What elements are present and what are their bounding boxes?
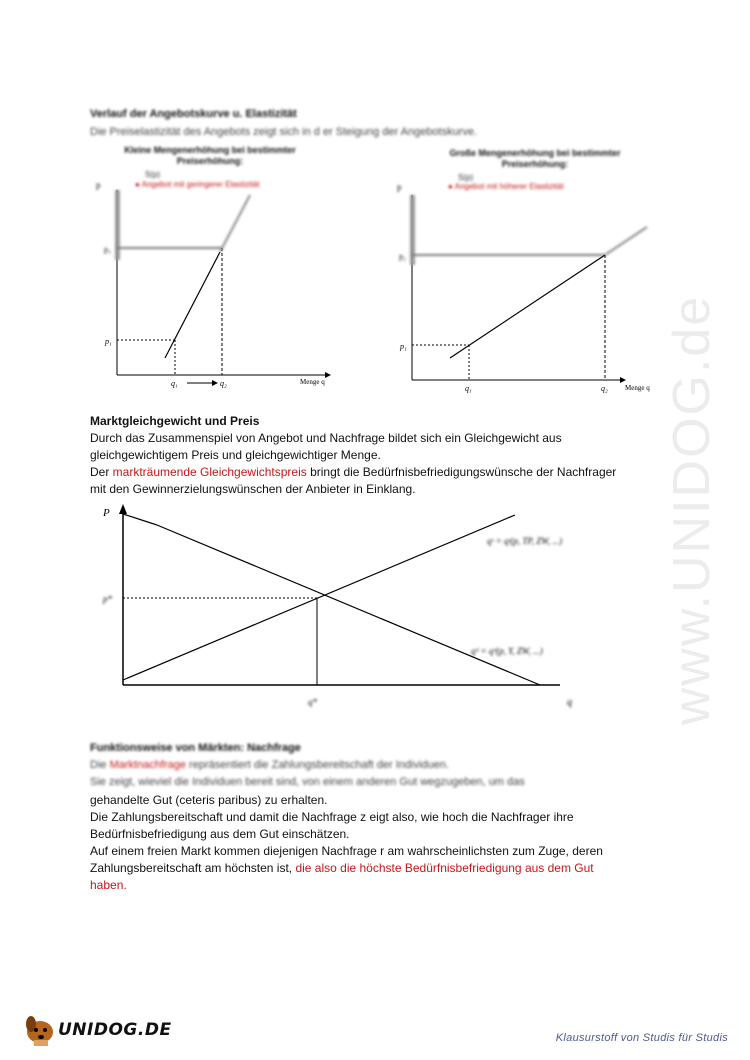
chart-right-title-line1: Große Mengenerhöhung bei bestimmter [449, 148, 621, 158]
chart-right [395, 175, 665, 400]
chart-right-title-line2: Preiserhöhung: [501, 159, 569, 169]
section3-heading: Funktionsweise von Märkten: Nachfrage [90, 742, 301, 754]
chart-right-y-axis: p [397, 182, 402, 192]
equilibrium-demand-curve [157, 525, 540, 685]
watermark-text: www.UNIDOG.de [663, 294, 721, 726]
section3-line4: Die Zahlungsbereitschaft und damit die Nachfrage z eigt also, wie hoch die Nachfrager ihre [90, 810, 574, 824]
chart-left-legend-small: S(p) [145, 170, 161, 179]
chart-right-x-arrow [620, 377, 626, 383]
chart-left-legend-text: Angebot mit geringerer Elastizität [141, 180, 260, 189]
chart-right-supply-curve [450, 255, 605, 358]
chart-right-x-tick-1: q₁ [465, 384, 472, 393]
section3-line3: gehandelte Gut (ceteris paribus) zu erhalten. [90, 793, 328, 807]
chart-left-y-tick-high: p₂ [104, 245, 111, 254]
equilibrium-demand-label: qᵈ = qᵈ(p, Y, ZW, ...) [471, 646, 543, 656]
chart-left [90, 170, 340, 395]
section2-line1: Durch das Zusammenspiel von Angebot und Nachfrage bildet sich ein Gleichgewicht aus [90, 431, 562, 445]
chart-left-x-arrow [325, 372, 331, 378]
equilibrium-price-label: p* [103, 594, 112, 604]
section3-line7 [90, 860, 594, 877]
chart-right-x-label: Menge q [625, 384, 650, 392]
footer-tagline: Klausurstoff von Studis für Studis [555, 1032, 728, 1044]
chart-right-supply-curve-upper [605, 227, 647, 255]
section2-line4: mit den Gewinnerzielungswünschen der Anbieter in Einklang. [90, 482, 416, 496]
equilibrium-y-axis-label: P [103, 507, 110, 519]
section1-intro: Die Preiselastizität des Angebots zeigt sich in d er Steigung der Angebotskurve. [90, 126, 478, 138]
section2-line3-post: bringt die Bedürfnisbefriedigungswünsche der Nachfrager [306, 465, 617, 479]
section3-line1-post: repräsentiert die Zahlungsbereitschaft der Individuen. [186, 759, 449, 771]
equilibrium-demand-top [123, 514, 157, 525]
chart-right-title [420, 148, 650, 170]
chart-right-legend-text: Angebot mit höherer Elastizität [454, 182, 564, 191]
section3-line1-pre: Die [90, 759, 110, 771]
equilibrium-supply-curve [123, 515, 515, 680]
section3-line8: haben. [90, 878, 127, 892]
chart-right-legend: ● Angebot mit höherer Elastizität [448, 182, 564, 191]
chart-left-y-axis-blur [115, 190, 120, 260]
unidog-logo[interactable] [20, 1010, 172, 1050]
chart-left-supply-curve [165, 252, 220, 358]
chart-right-y-tick-high: p₂ [399, 252, 406, 261]
section3-line7-highlight: die also die höchste Bedürfnisbefriedigung aus dem Gut [295, 861, 594, 875]
equilibrium-supply-label: qˢ = qˢ(p, TP, ZW, ...) [487, 536, 563, 546]
chart-left-supply-curve-upper [220, 195, 250, 252]
dog-icon [20, 1010, 60, 1050]
watermark [662, 280, 722, 740]
section3-line6: Auf einem freien Markt kommen diejenigen Nachfrage r am wahrscheinlichsten zum Zuge, deren [90, 844, 603, 858]
section2-line3-pre: Der [90, 465, 113, 479]
chart-left-x-tick-1: q₁ [171, 379, 178, 388]
equilibrium-quantity-label: q* [308, 697, 317, 707]
chart-left-title [110, 145, 310, 167]
chart-left-tick-arrow-head [212, 380, 218, 386]
chart-right-x-tick-2: q₂ [601, 384, 608, 393]
chart-left-title-line2: Preiserhöhung: [176, 156, 244, 166]
chart-left-y-tick-low: p₁ [105, 337, 112, 346]
section2-heading: Marktgleichgewicht und Preis [90, 414, 260, 428]
equilibrium-y-arrow [119, 504, 127, 514]
section3-line1 [90, 757, 449, 774]
chart-left-title-line1: Kleine Mengenerhöhung bei bestimmter [124, 145, 296, 155]
section3-line7-pre: Zahlungsbereitschaft am höchsten ist, [90, 861, 296, 875]
section3-line5: Bedürfnisbefriedigung aus dem Gut einschätzen. [90, 827, 350, 841]
section3-line2: Sie zeigt, wieviel die Individuen bereit sind, von einem anderen Gut wegzugeben, um das [90, 776, 525, 788]
section1-heading: Verlauf der Angebotskurve u. Elastizität [90, 108, 297, 120]
chart-left-x-label: Menge q [300, 378, 325, 386]
section3-line1-highlight: Marktnachfrage [109, 759, 186, 771]
logo-text: UNIDOG.DE [58, 1020, 172, 1040]
chart-right-legend-small: S(p) [458, 173, 474, 182]
chart-left-x-tick-2: q₂ [220, 379, 227, 388]
chart-left-y-axis: p [96, 180, 101, 190]
section2-line2: gleichgewichtigem Preis und gleichgewichtiger Menge. [90, 448, 381, 462]
equilibrium-chart [95, 500, 595, 715]
chart-right-y-tick-low: p₁ [400, 342, 407, 351]
section2-line3 [90, 464, 616, 481]
chart-left-legend: ● Angebot mit geringerer Elastizität [135, 180, 260, 189]
section2-line3-highlight: markträumende Gleichgewichtspreis [112, 465, 307, 479]
equilibrium-x-axis-label: q [567, 697, 572, 708]
